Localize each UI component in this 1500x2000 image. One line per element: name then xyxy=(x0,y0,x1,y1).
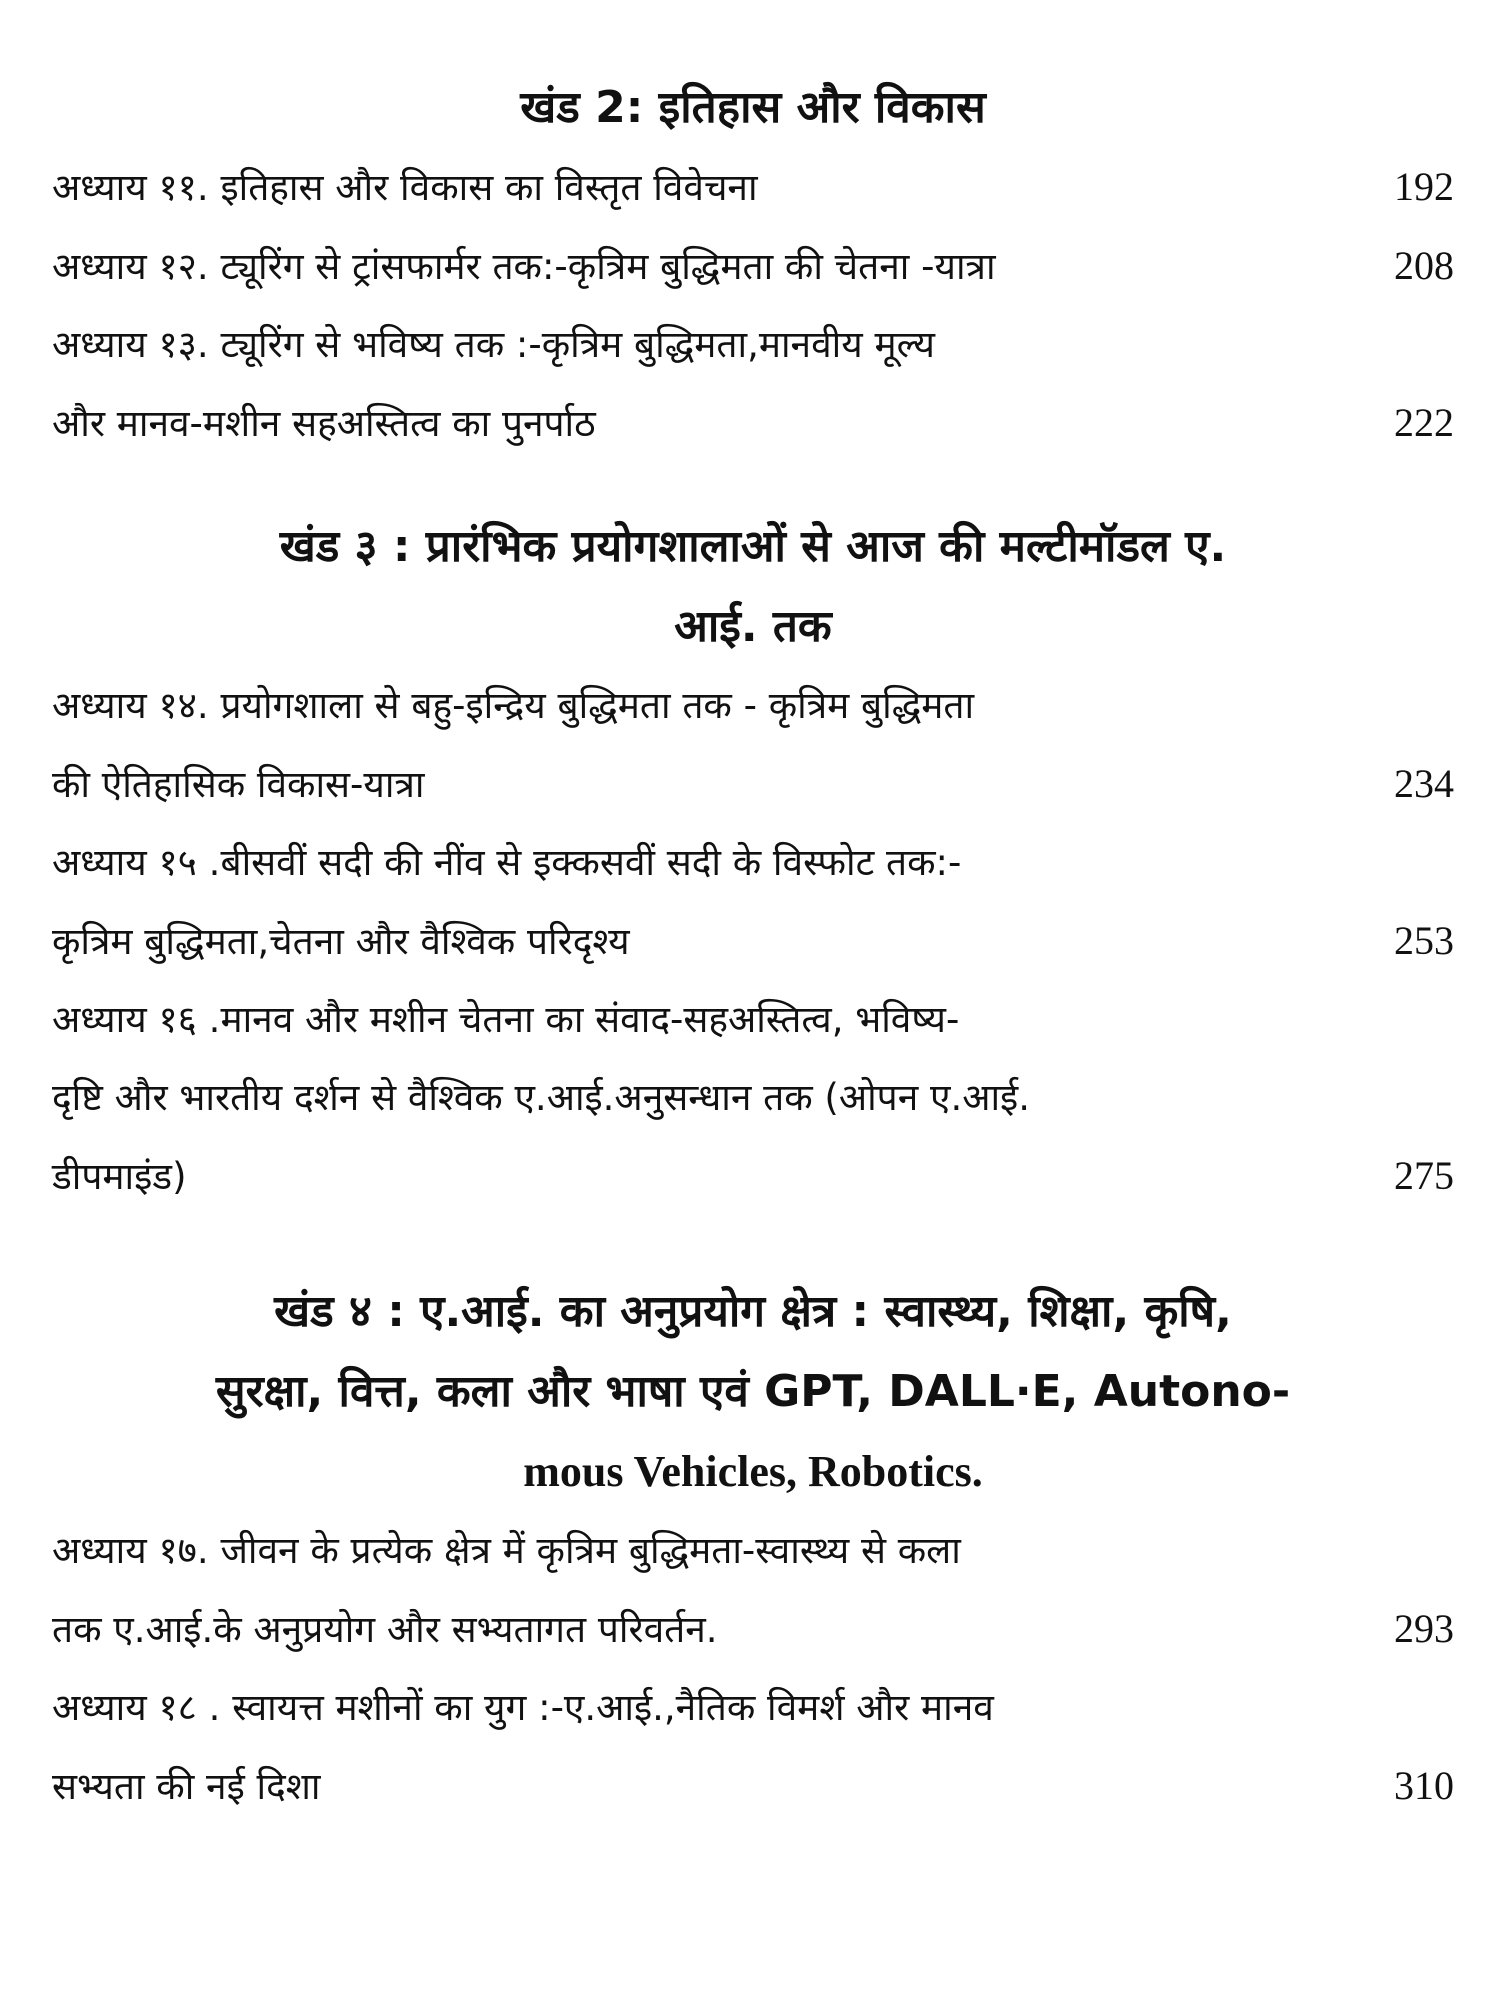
chapter-title-line: डीपमाइंड) xyxy=(52,1155,187,1198)
page-number: 310 xyxy=(1394,1763,1454,1808)
chapter-entry[interactable] xyxy=(52,667,1454,824)
section-2 xyxy=(52,68,1454,463)
chapter-title-line: तक ए.आई.के अनुप्रयोग और सभ्यतागत परिवर्तन. xyxy=(52,1608,718,1651)
section-heading xyxy=(52,507,1454,667)
section-heading-line: खंड ४ : ए.आई. का अनुप्रयोग क्षेत्र : स्वास्थ्य, शिक्षा, कृषि, xyxy=(274,1286,1232,1337)
section-heading-line: खंड ३ : प्रारंभिक प्रयोगशालाओं से आज की मल्टीमॉडल ए. xyxy=(279,521,1227,572)
section-heading-line: आई. तक xyxy=(674,601,832,652)
page-number: 253 xyxy=(1394,918,1454,963)
page-number: 234 xyxy=(1394,761,1454,806)
chapter-entry[interactable] xyxy=(52,1669,1454,1826)
page-number: 208 xyxy=(1394,243,1454,288)
chapter-title-line: दृष्टि और भारतीय दर्शन से वैश्विक ए.आई.अनुसन्धान तक (ओपन ए.आई. xyxy=(52,1076,1030,1119)
chapter-title-line: कृत्रिम बुद्धिमता,चेतना और वैश्विक परिदृश्य xyxy=(52,920,630,963)
chapter-entry[interactable] xyxy=(52,981,1454,1216)
chapter-entry[interactable] xyxy=(52,1512,1454,1669)
chapter-title-line: अध्याय ११. इतिहास और विकास का विस्तृत विवेचना xyxy=(52,166,758,209)
section-heading-line: mous Vehicles, Robotics. xyxy=(523,1447,983,1496)
page-number: 275 xyxy=(1394,1153,1454,1198)
chapter-title-line: अध्याय १६ .मानव और मशीन चेतना का संवाद-सहअस्तित्व, भविष्य- xyxy=(52,998,960,1041)
chapter-title-line: अध्याय १८ . स्वायत्त मशीनों का युग :-ए.आई.,नैतिक विमर्श और मानव xyxy=(52,1686,994,1729)
section-4 xyxy=(52,1272,1454,1826)
chapter-title-line: और मानव-मशीन सहअस्तित्व का पुनर्पाठ xyxy=(52,402,596,445)
chapter-entry[interactable] xyxy=(52,824,1454,981)
section-heading-line: खंड 2: इतिहास और विकास xyxy=(520,82,986,133)
chapter-title-line: अध्याय १७. जीवन के प्रत्येक क्षेत्र में कृत्रिम बुद्धिमता-स्वास्थ्य से कला xyxy=(52,1529,961,1572)
page-number: 222 xyxy=(1394,400,1454,445)
chapter-title-line: की ऐतिहासिक विकास-यात्रा xyxy=(52,763,425,806)
chapter-title-line: अध्याय १४. प्रयोगशाला से बहु-इन्द्रिय बुद्धिमता तक - कृत्रिम बुद्धिमता xyxy=(52,684,975,727)
chapter-title-line: अध्याय १५ .बीसवीं सदी की नींव से इक्कसवीं सदी के विस्फोट तक:- xyxy=(52,841,962,884)
page-number: 192 xyxy=(1394,164,1454,209)
section-heading xyxy=(52,1272,1454,1512)
chapter-entry[interactable] xyxy=(52,227,1454,306)
chapter-entry[interactable] xyxy=(52,306,1454,463)
chapter-title-line: सभ्यता की नई दिशा xyxy=(52,1765,321,1808)
chapter-title-line: अध्याय १३. ट्यूरिंग से भविष्य तक :-कृत्रिम बुद्धिमता,मानवीय मूल्य xyxy=(52,323,935,366)
section-heading-line: सुरक्षा, वित्त, कला और भाषा एवं GPT, DALL·E, Autono- xyxy=(215,1366,1291,1417)
chapter-title-line: अध्याय १२. ट्यूरिंग से ट्रांसफार्मर तक:-कृत्रिम बुद्धिमता की चेतना -यात्रा xyxy=(52,245,996,288)
chapter-entry[interactable] xyxy=(52,148,1454,227)
section-heading xyxy=(52,68,1454,148)
section-3 xyxy=(52,507,1454,1216)
page-number: 293 xyxy=(1394,1606,1454,1651)
